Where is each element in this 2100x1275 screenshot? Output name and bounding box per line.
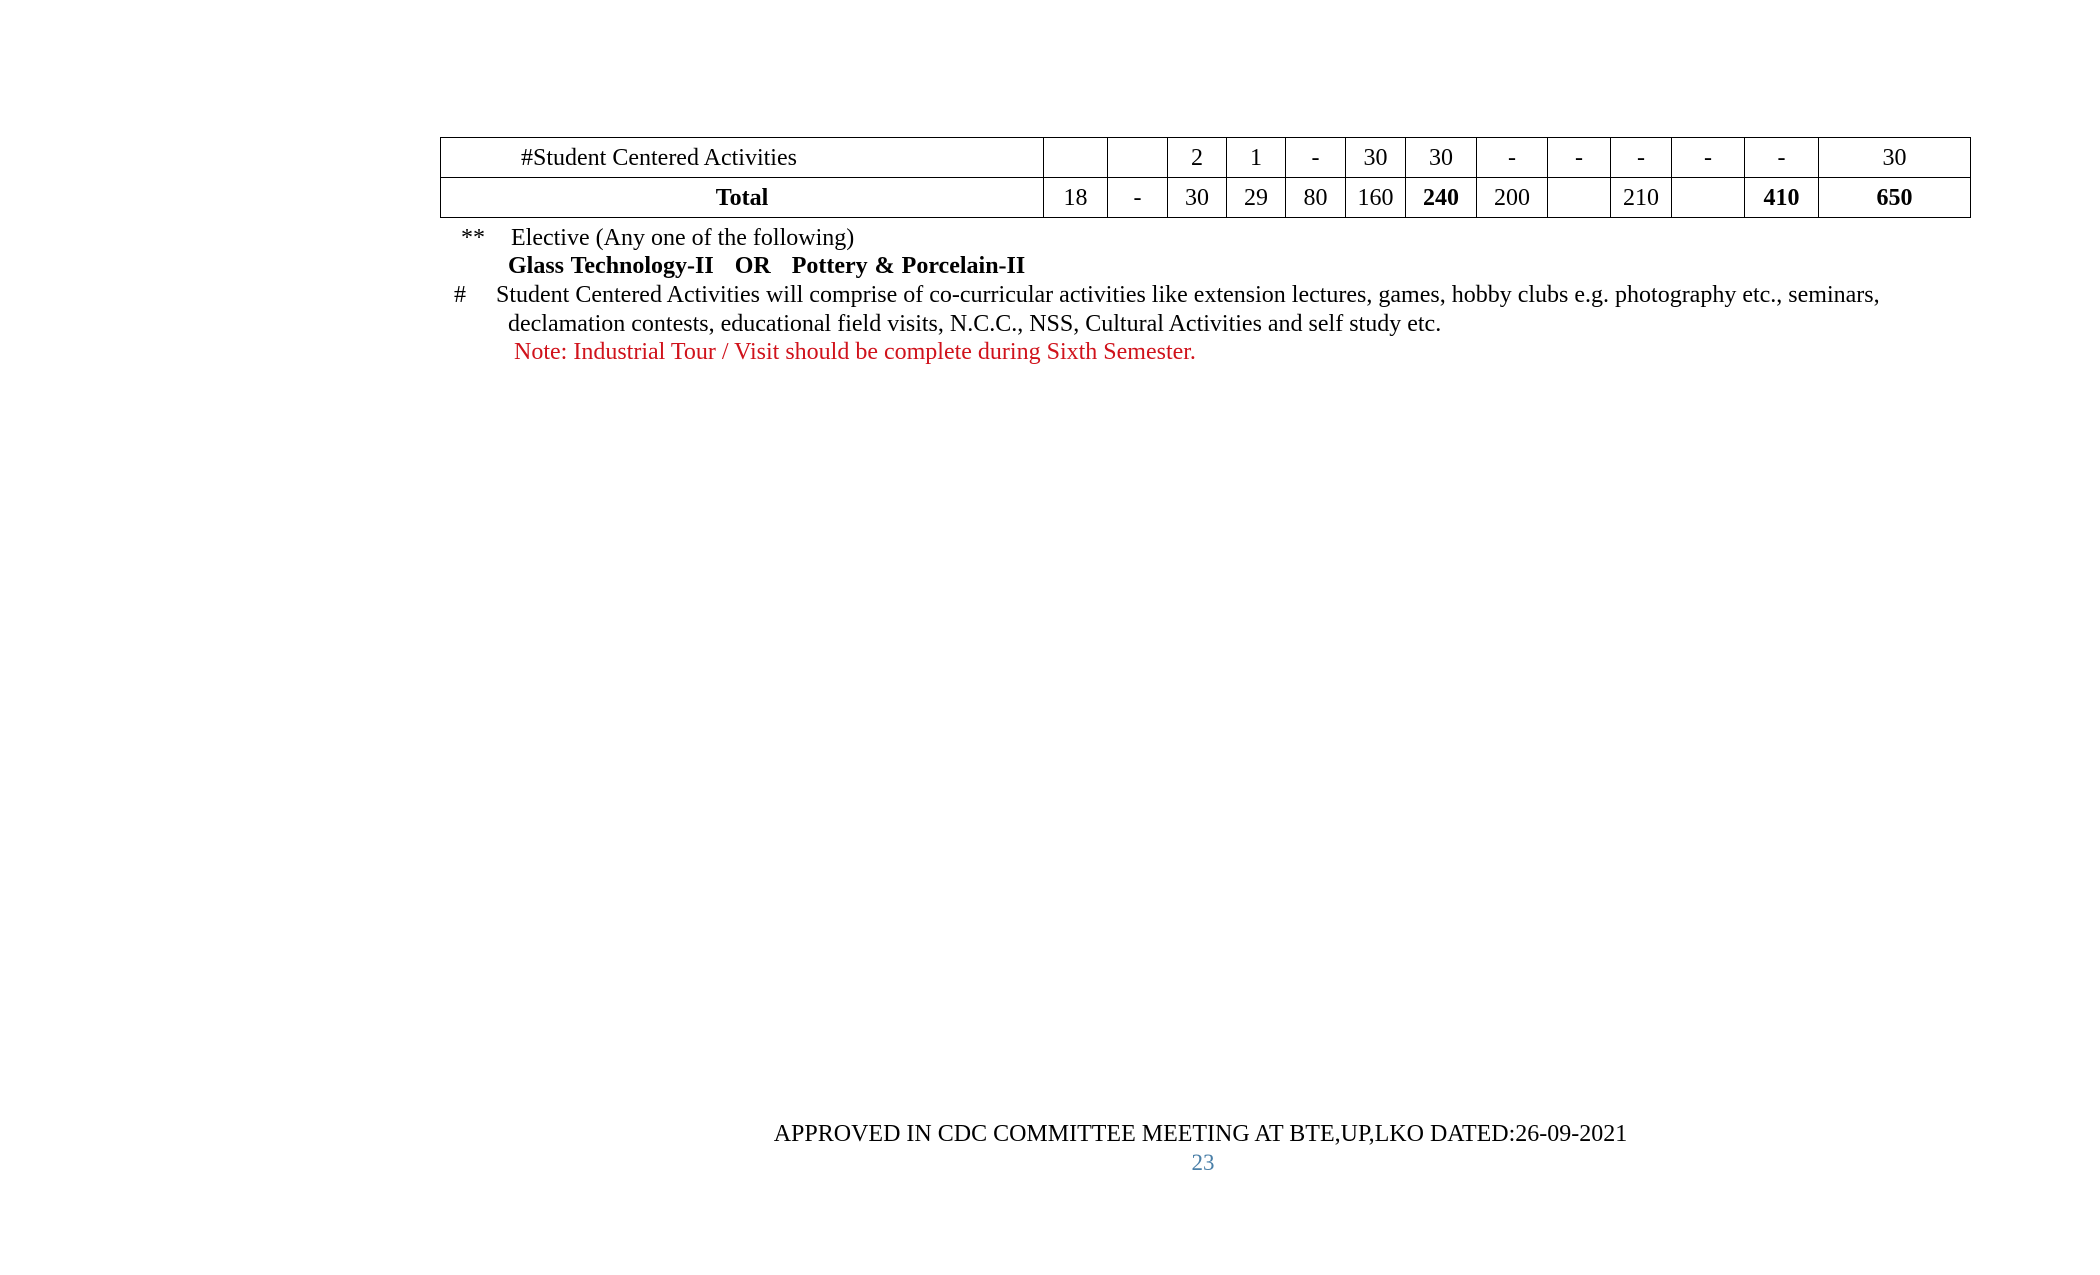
table-cell: 210	[1611, 178, 1672, 218]
table-cell	[1108, 138, 1168, 178]
table-row-student-centered-activities	[441, 138, 1971, 178]
table-cell: -	[1286, 138, 1346, 178]
table-cell: 2	[1168, 138, 1227, 178]
elective-note: Elective (Any one of the following)	[511, 225, 855, 251]
scheme-table	[440, 137, 1971, 218]
table-cell: 30	[1819, 138, 1971, 178]
elective-marker: **	[461, 225, 485, 251]
table-cell: 1	[1227, 138, 1286, 178]
hash-marker: #	[454, 282, 466, 308]
table-cell: 410	[1745, 178, 1819, 218]
table-cell	[1548, 178, 1611, 218]
sca-note-line-2: declamation contests, educational field visits, N.C.C., NSS, Cultural Activities and self study etc.	[508, 311, 1442, 337]
table-cell: -	[1108, 178, 1168, 218]
row-label: #Student Centered Activities	[441, 138, 1044, 178]
table-cell: -	[1477, 138, 1548, 178]
page-number-label: 23	[1191, 1150, 1215, 1175]
table-cell: 160	[1346, 178, 1406, 218]
table-row-total	[441, 178, 1971, 218]
table-cell: 18	[1044, 178, 1108, 218]
footer-approval-label: APPROVED IN CDC COMMITTEE MEETING AT BTE,UP,LKO DATED:26-09-2021	[773, 1121, 1628, 1147]
elective-options: Glass Technology-II OR Pottery & Porcelain-II	[508, 253, 1026, 279]
table-cell: 650	[1819, 178, 1971, 218]
table-cell: 80	[1286, 178, 1346, 218]
footer-approval-text	[0, 1122, 2100, 1146]
table-cell	[1672, 178, 1745, 218]
industrial-tour-note: Note: Industrial Tour / Visit should be complete during Sixth Semester.	[514, 339, 1196, 365]
total-label: Total	[441, 178, 1044, 218]
page-number	[0, 1151, 2100, 1174]
table-cell	[1044, 138, 1108, 178]
table-cell: -	[1745, 138, 1819, 178]
sca-note-line-1: Student Centered Activities will comprise of co-curricular activities like extension lectures, games, hobby clubs e.g. photography etc., seminars,	[496, 282, 1880, 308]
table-cell: 30	[1406, 138, 1477, 178]
table-cell: 30	[1346, 138, 1406, 178]
table-cell: 200	[1477, 178, 1548, 218]
table-cell: -	[1672, 138, 1745, 178]
table-cell: 29	[1227, 178, 1286, 218]
table-cell: 30	[1168, 178, 1227, 218]
table-cell: -	[1548, 138, 1611, 178]
table-cell: 240	[1406, 178, 1477, 218]
table-cell: -	[1611, 138, 1672, 178]
